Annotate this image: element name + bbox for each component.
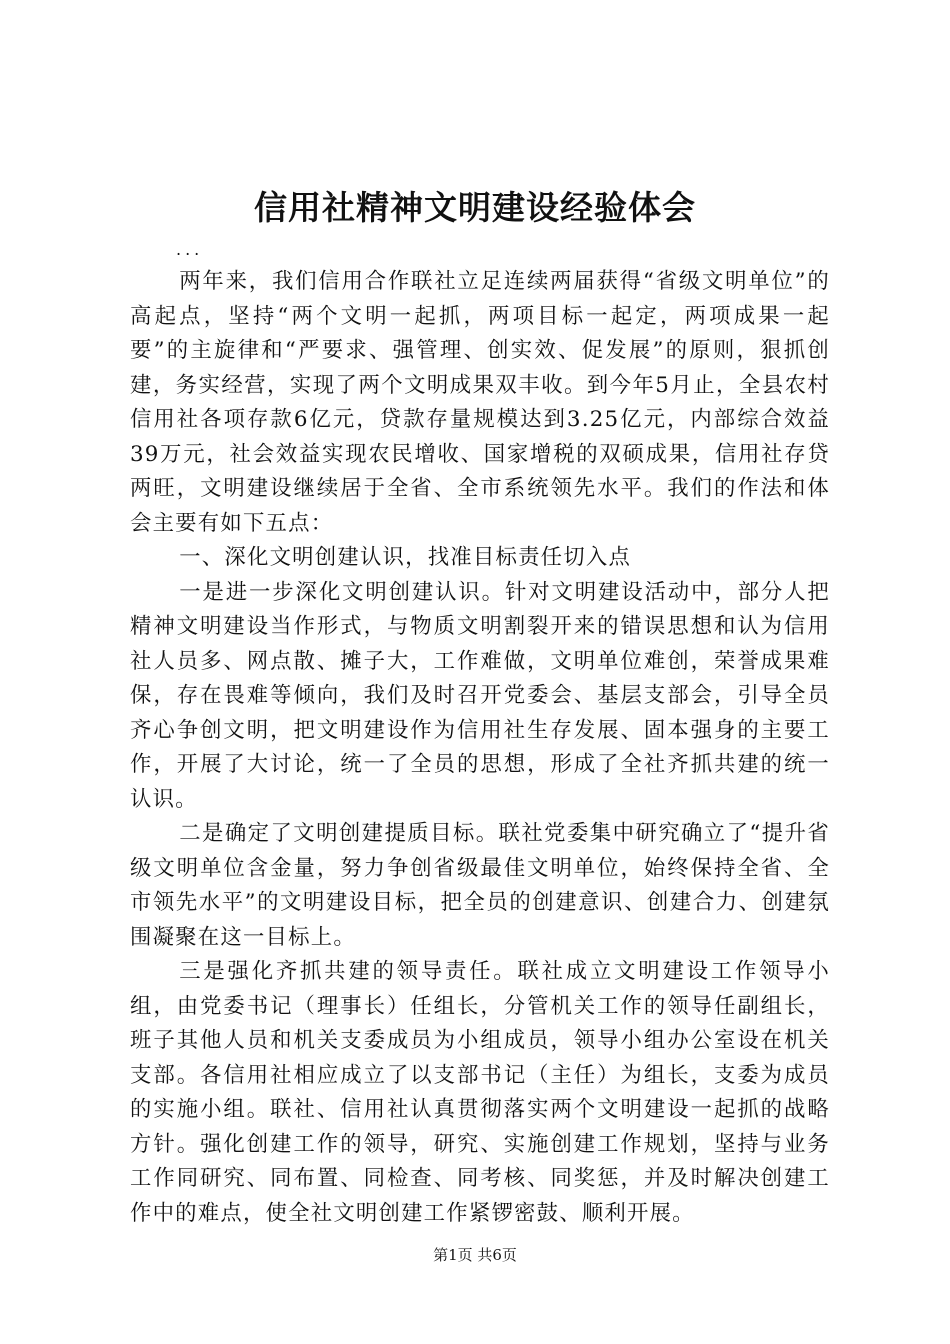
section-heading-1: 一、深化文明创建认识，找准目标责任切入点 xyxy=(179,545,632,570)
page-footer: 第1页 共6页 xyxy=(433,1246,517,1264)
paragraph-intro: 两年来，我们信用合作联社立足连续两届获得“省级文明单位”的高起点，坚持“两个文明一起抓，两项目标一起定，两项成果一起要”的主旋律和“严要求、强管理、创实效、促发展”的原则，狠抓创建，务实经营，实现了两个文明成果双丰收。到今年5月止，全县农村信用社各项存款6亿元，贷款存量规模达到3.25亿元，内部综合效益39万元，社会效益实现农民增收、国家增税的双硕成果，信用社存贷两旺，文明建设继续居于全省、全市系统领先水平。我们的作法和体会主要有如下五点： xyxy=(130,269,830,536)
paragraph-point-2: 二是确定了文明创建提质目标。联社党委集中研究确立了“提升省级文明单位含金量，努力争创省级最佳文明单位，始终保持全省、全市领先水平”的文明建设目标，把全员的创建意识、创建合力、创建氛围凝聚在这一目标上。 xyxy=(130,821,830,950)
ellipsis-marker: ... xyxy=(176,240,204,259)
document-body xyxy=(130,265,830,1231)
paragraph-point-1: 一是进一步深化文明创建认识。针对文明建设活动中，部分人把精神文明建设当作形式，与物质文明割裂开来的错误思想和认为信用社人员多、网点散、摊子大，工作难做，文明单位难创，荣誉成果难保，存在畏难等倾向，我们及时召开党委会、基层支部会，引导全员齐心争创文明，把文明建设作为信用社生存发展、固本强身的主要工作，开展了大讨论，统一了全员的思想，形成了全社齐抓共建的统一认识。 xyxy=(130,579,830,812)
paragraph-point-3: 三是强化齐抓共建的领导责任。联社成立文明建设工作领导小组，由党委书记（理事长）任组长，分管机关工作的领导任副组长，班子其他人员和机关支委成员为小组成员，领导小组办公室设在机关支部。各信用社相应成立了以支部书记（主任）为组长，支委为成员的实施小组。联社、信用社认真贯彻落实两个文明建设一起抓的战略方针。强化创建工作的领导，研究、实施创建工作规划，坚持与业务工作同研究、同布置、同检查、同考核、同奖惩，并及时解决创建工作中的难点，使全社文明创建工作紧锣密鼓、顺利开展。 xyxy=(130,959,830,1226)
document-title: 信用社精神文明建设经验体会 xyxy=(254,188,696,227)
